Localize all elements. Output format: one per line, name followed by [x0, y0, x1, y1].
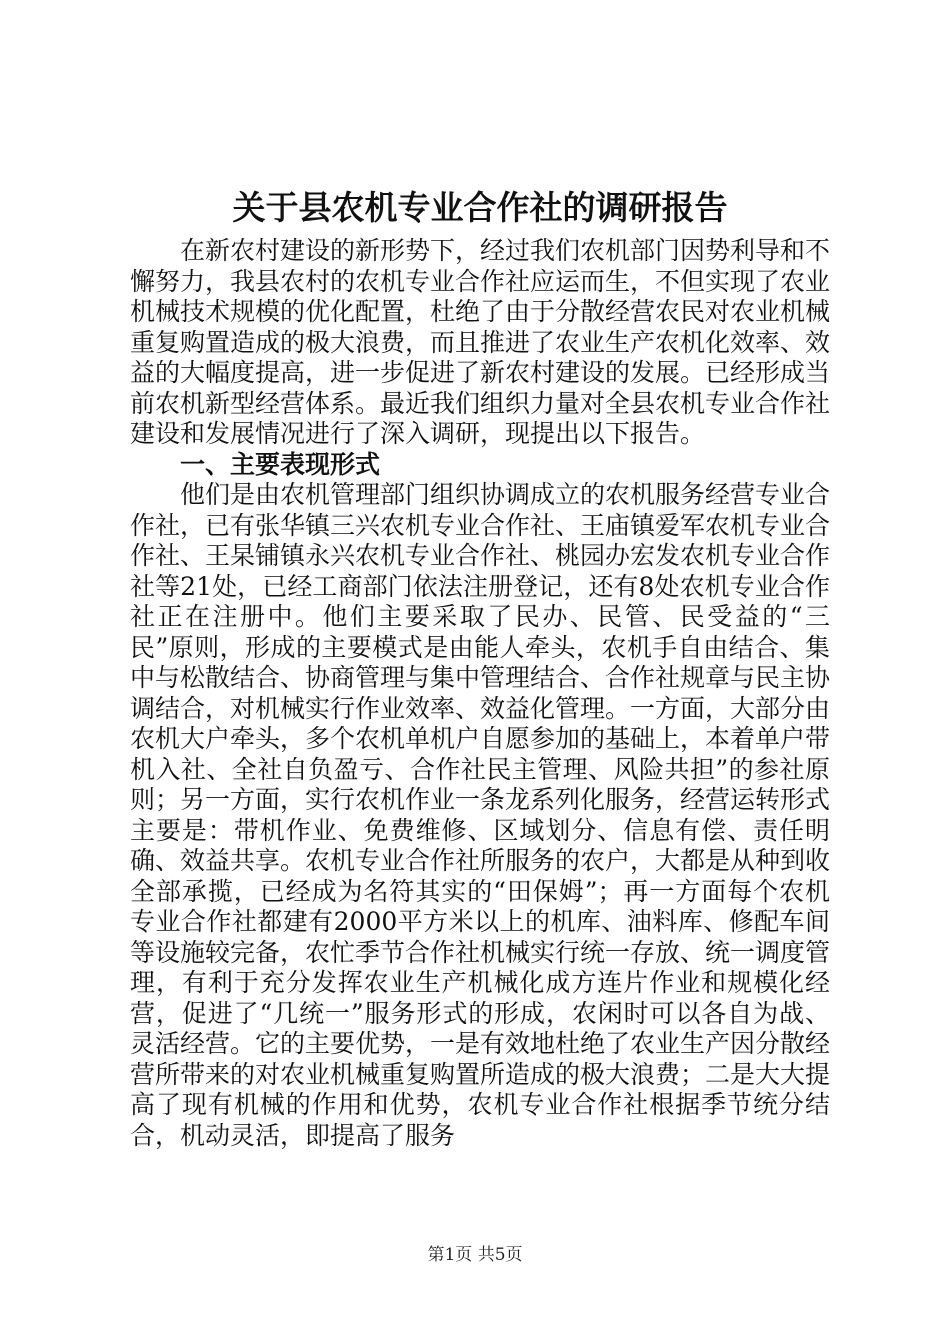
document-body — [130, 236, 830, 1151]
document-title: 关于县农机专业合作社的调研报告 — [232, 188, 728, 227]
page-footer: 第1页 共5页 — [427, 1245, 523, 1265]
section-heading: 一、主要表现形式 — [180, 449, 381, 479]
section-paragraph: 他们是由农机管理部门组织协调成立的农机服务经营专业合作社，已有张华镇三兴农机专业合作社、王庙镇爱军农机专业合作社、王杲铺镇永兴农机专业合作社、桃园办宏发农机专业合作社等21处，已经工商部门依法注册登记，还有8处农机专业合作社正在注册中。他们主要采取了民办、民管、民受益的“三民”原则，形成的主要模式是由能人牵头，农机手自由结合、集中与松散结合、协商管理与集中管理结合、合作社规章与民主协调结合，对机械实行作业效率、效益化管理。一方面，大部分由农机大户牵头，多个农机单机户自愿参加的基础上，本着单户带机入社、全社自负盈亏、合作社民主管理、风险共担”的参社原则；另一方面，实行农机作业一条龙系列化服务，经营运转形式主要是：带机作业、免费维修、区域划分、信息有偿、责任明确、效益共享。农机专业合作社所服务的农户，大都是从种到收全部承揽，已经成为名符其实的“田保姆”；再一方面每个农机专业合作社都建有2000平方米以上的机库、油料库、修配车间等设施较完备，农忙季节合作社机械实行统一存放、统一调度管理，有利于充分发挥农业生产机械化成方连片作业和规模化经营，促进了“几统一”服务形式的形成，农闲时可以各自为战、灵活经营。它的主要优势，一是有效地杜绝了农业生产因分散经营所带来的对农业机械重复购置所造成的极大浪费；二是大大提高了现有机械的作用和优势，农机专业合作社根据季节统分结合，机动灵活，即提高了服务 — [130, 480, 831, 1150]
intro-paragraph: 在新农村建设的新形势下，经过我们农机部门因势利导和不懈努力，我县农村的农机专业合作社应运而生，不但实现了农业机械技术规模的优化配置，杜绝了由于分散经营农民对农业机械重复购置造成的极大浪费，而且推进了农业生产农机化效率、效益的大幅度提高，进一步促进了新农村建设的发展。已经形成当前农机新型经营体系。最近我们组织力量对全县农机专业合作社建设和发展情况进行了深入调研，现提出以下报告。 — [130, 236, 831, 448]
